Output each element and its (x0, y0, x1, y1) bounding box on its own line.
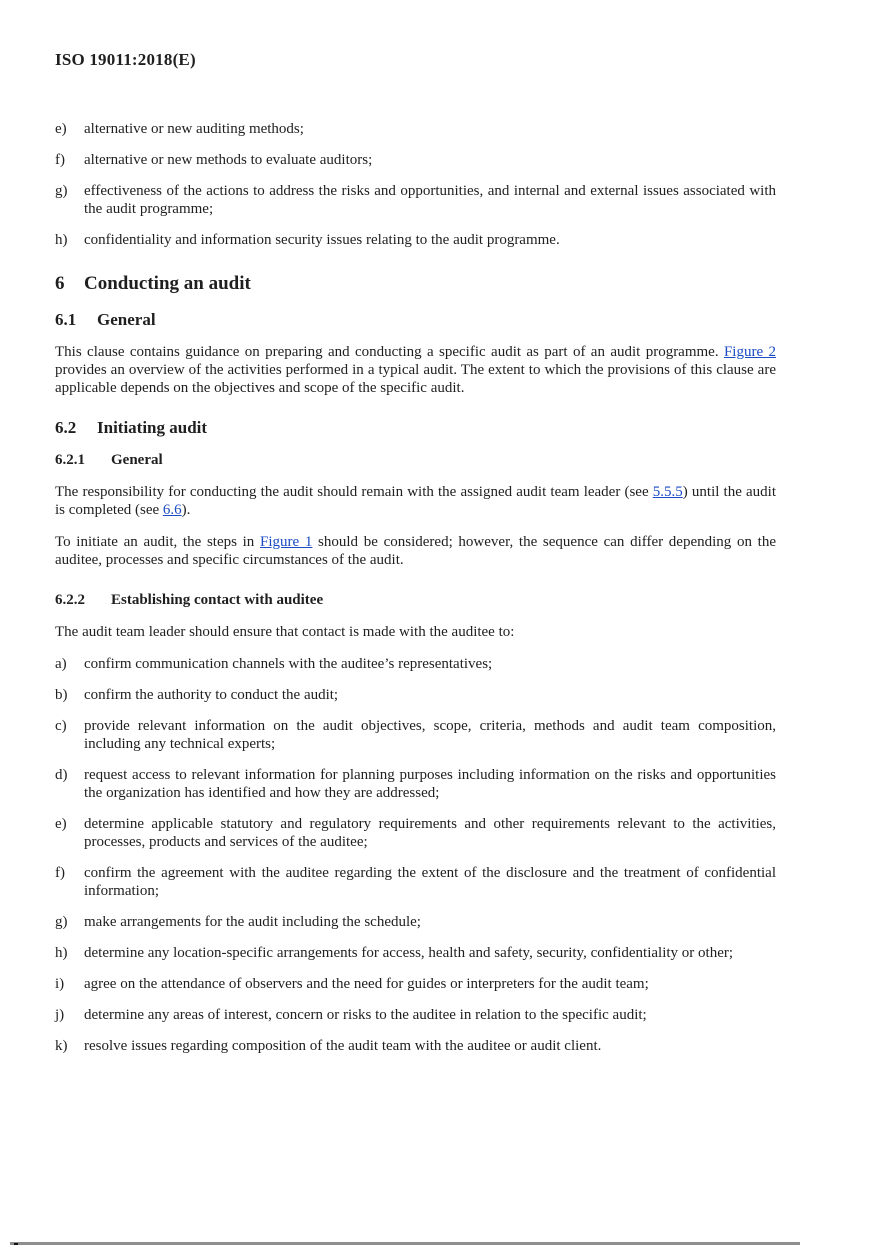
list-item: f) alternative or new methods to evaluate auditors; (55, 152, 373, 168)
list-item: e) determine applicable statutory and regulatory requirements and other requirements relevant to the activities, processes, products and services of the auditee; (55, 816, 776, 850)
paragraph-6-2-1-a: The responsibility for conducting the audit should remain with the assigned audit team leader (see 5.5.5) until the audit is completed (see 6.6). (55, 484, 776, 518)
list-item: a) confirm communication channels with the auditee’s representatives; (55, 656, 493, 672)
link-6-6[interactable]: 6.6 (162, 502, 182, 518)
scrollbar-thumb[interactable] (14, 1243, 18, 1245)
list-item: d) request access to relevant information for planning purposes including information on the risks and opportunities the organization has identified and how they are addressed; (55, 767, 776, 801)
horizontal-scrollbar[interactable] (10, 1242, 800, 1245)
link-figure-2[interactable]: Figure 2 (723, 344, 776, 360)
list-top (55, 120, 776, 249)
section-heading-6-2-2: 6.2.2 Establishing contact with auditee (55, 592, 324, 608)
section-heading-6-1: 6.1 General (55, 310, 156, 329)
list-item: h) confidentiality and information security issues relating to the audit programme. (55, 232, 560, 248)
list-item: g) make arrangements for the audit including the schedule; (55, 914, 421, 930)
list-item: i) agree on the attendance of observers and the need for guides or interpreters for the audit team; (55, 976, 649, 992)
document-id-header: ISO 19011:2018(E) (55, 50, 196, 69)
list-item: c) provide relevant information on the audit objectives, scope, criteria, methods and audit team composition, including any technical experts; (55, 718, 776, 752)
section-heading-6: 6 Conducting an audit (55, 273, 251, 294)
list-item: j) determine any areas of interest, concern or risks to the auditee in relation to the specific audit; (55, 1007, 647, 1023)
link-figure-1[interactable]: Figure 1 (260, 534, 313, 550)
page-content (55, 120, 776, 1068)
list-item: b) confirm the authority to conduct the audit; (55, 687, 339, 703)
list-6-2-2 (55, 655, 776, 1055)
list-item: k) resolve issues regarding composition of the audit team with the auditee or audit client. (55, 1038, 602, 1054)
list-item: g) effectiveness of the actions to address the risks and opportunities, and internal and external issues associated with the audit programme; (55, 183, 776, 217)
list-item: h) determine any location-specific arrangements for access, health and safety, security, confidentiality or other; (55, 945, 734, 961)
list-item: f) confirm the agreement with the auditee regarding the extent of the disclosure and the treatment of confidential information; (55, 865, 776, 899)
list-item: e) alternative or new auditing methods; (55, 121, 304, 137)
paragraph-6-2-2-intro: The audit team leader should ensure that contact is made with the auditee to: (55, 624, 515, 640)
section-heading-6-2-1: 6.2.1 General (55, 452, 163, 468)
section-heading-6-2: 6.2 Initiating audit (55, 418, 208, 437)
link-5-5-5[interactable]: 5.5.5 (652, 484, 683, 500)
paragraph-6-1: This clause contains guidance on preparing and conducting a specific audit as part of an audit programme. Figure 2 provides an overview of the activities performed in a typical audit. The extent to which the provisions of this clause are applicable depends on the objectives and scope of the specific audit. (55, 344, 776, 396)
paragraph-6-2-1-b: To initiate an audit, the steps in Figure 1 should be considered; however, the sequence can differ depending on the auditee, processes and specific circumstances of the audit. (55, 534, 776, 568)
